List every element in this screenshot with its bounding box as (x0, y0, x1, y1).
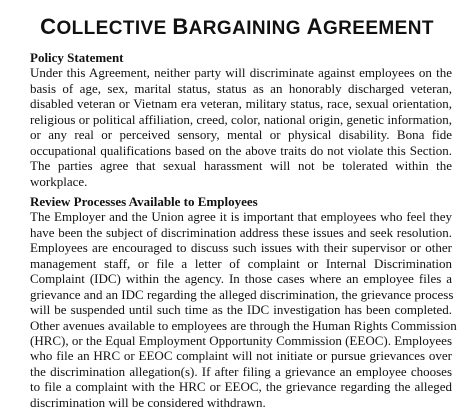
paragraph-line: Under this Agreement, neither party will discriminate against employees on the (30, 65, 452, 81)
section-heading: Policy Statement (30, 50, 124, 65)
review-processes-section (30, 194, 457, 410)
paragraph-line: workplace. (30, 173, 88, 189)
paragraph-line: or any real or perceived sensory, mental or physical disability. Bona fide (30, 127, 452, 143)
title-word-rest: OLLECTIVE (56, 18, 173, 39)
paragraph-line: (HRC), or the Equal Employment Opportunity Commission (EEOC). Employees (30, 333, 452, 349)
paragraph-line: discrimination will be considered withdrawn. (30, 394, 266, 410)
paragraph-line: Complaint (IDC) within the agency. In those cases where an employee files a (30, 271, 452, 287)
paragraph-line: The parties agree that sexual harassment will not be tolerated within the (30, 158, 452, 174)
title-word-rest: ARGAINING (188, 18, 307, 39)
title-word-rest: GREEMENT (322, 18, 434, 39)
paragraph-line: have been the subject of discrimination address these issues and seek resolution. (30, 224, 452, 240)
paragraph-line: occupational qualifications based on the above traits do not violate this Section. (30, 142, 452, 158)
paragraph-line: to file a complaint with the HRC or EEOC, the grievance regarding the alleged (30, 379, 452, 395)
paragraph-line: religious or political affiliation, creed, color, national origin, genetic information, (30, 111, 452, 127)
paragraph-line: will be suspended until such time as the IDC investigation has been completed. (30, 302, 452, 318)
title-initial: C (40, 14, 57, 39)
paragraph-line: grievance and an IDC regarding the alleged discrimination, the grievance process (30, 286, 454, 302)
document-title (0, 14, 474, 40)
policy-statement-section (30, 50, 452, 189)
paragraph-line: who file an HRC or EEOC complaint will not initiate or pursue grievances over (30, 348, 452, 364)
title-initial: B (172, 14, 189, 39)
paragraph-line: The Employer and the Union agree it is important that employees who feel they (30, 209, 452, 225)
paragraph-line: the discrimination allegation(s). If after filing a grievance an employee chooses (30, 363, 452, 379)
title-initial: A (306, 14, 323, 39)
paragraph-line: basis of age, sex, marital status, status as an honorably discharged veteran, (30, 80, 452, 96)
paragraph-line: Employees are encouraged to discuss such issues with their supervisor or other (30, 240, 452, 256)
paragraph-line: Other avenues available to employees are through the Human Rights Commission (30, 317, 457, 333)
paragraph-line: disabled veteran or Vietnam era veteran, military status, race, sexual orientation, (30, 96, 452, 112)
section-heading: Review Processes Available to Employees (30, 194, 258, 209)
paragraph-line: management staff, or file a letter of complaint or Internal Discrimination (30, 255, 452, 271)
